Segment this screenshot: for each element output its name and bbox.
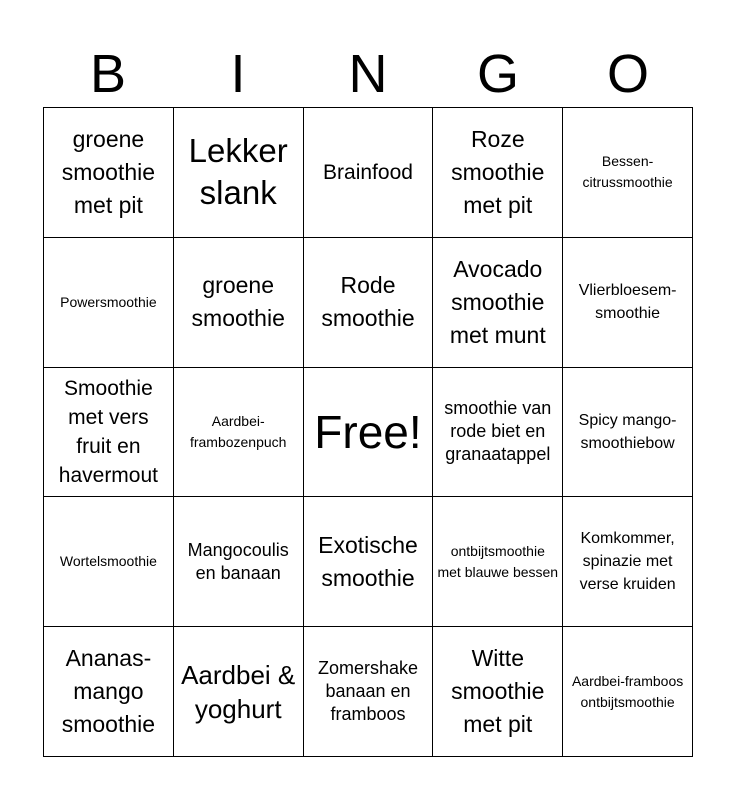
- bingo-cell: [304, 108, 434, 238]
- bingo-cell: [433, 368, 563, 498]
- bingo-cell: [433, 627, 563, 757]
- cell-text: ontbijtsmoothie met blauwe bessen: [437, 542, 559, 580]
- bingo-cell: [304, 368, 434, 498]
- header-letter-n: N: [348, 44, 388, 104]
- cell-text: Powersmoothie: [60, 293, 157, 310]
- bingo-cell: [174, 108, 304, 238]
- cell-text: Spicy mango-smoothiebow: [578, 411, 677, 452]
- bingo-cell: [44, 108, 174, 238]
- cell-text: Mangocoulis en banaan: [187, 539, 289, 583]
- cell-text: groene smoothie: [191, 272, 285, 332]
- cell-text: Rode smoothie: [321, 272, 415, 332]
- bingo-cell: [304, 238, 434, 368]
- cell-text: Vlierbloesem-smoothie: [578, 282, 677, 323]
- bingo-cell: [304, 497, 434, 627]
- bingo-cell: [563, 368, 693, 498]
- cell-text: Aardbei-frambozenpuch: [189, 412, 287, 450]
- cell-text: Witte smoothie met pit: [451, 645, 545, 738]
- bingo-cell: [174, 368, 304, 498]
- bingo-cell: [44, 368, 174, 498]
- bingo-cell: [433, 108, 563, 238]
- cell-text: Smoothie met vers fruit en havermout: [58, 376, 158, 487]
- bingo-header: [43, 40, 693, 108]
- header-letter-i: I: [230, 44, 246, 104]
- free-space-text: Free!: [314, 405, 422, 458]
- bingo-cell: [563, 497, 693, 627]
- cell-text: Bessen-citrussmoothie: [582, 153, 673, 191]
- bingo-cell: [433, 497, 563, 627]
- cell-text: groene smoothie met pit: [61, 125, 156, 218]
- cell-text: Roze smoothie met pit: [451, 125, 545, 218]
- cell-text: Ananas-mango smoothie: [61, 645, 156, 738]
- cell-text: Avocado smoothie met munt: [449, 255, 546, 348]
- header-letter-g: G: [476, 44, 519, 104]
- cell-text: Brainfood: [323, 160, 413, 184]
- bingo-cell: [174, 497, 304, 627]
- bingo-cell: [44, 238, 174, 368]
- bingo-cell: [563, 627, 693, 757]
- cell-text: Aardbei & yoghurt: [181, 659, 296, 724]
- header-letter-b: B: [89, 44, 127, 104]
- bingo-cell: [44, 497, 174, 627]
- bingo-card-grid: [43, 107, 693, 757]
- bingo-cell: [174, 627, 304, 757]
- cell-text: Komkommer, spinazie met verse kruiden: [579, 530, 676, 594]
- cell-text: Aardbei-framboos ontbijtsmoothie: [571, 672, 684, 710]
- bingo-cell: [563, 108, 693, 238]
- cell-text: Lekker slank: [188, 132, 288, 212]
- bingo-cell: [44, 627, 174, 757]
- bingo-cell: [563, 238, 693, 368]
- bingo-cell: [433, 238, 563, 368]
- cell-text: smoothie van rode biet en granaatappel: [444, 398, 552, 465]
- cell-text: Zomershake banaan en framboos: [317, 658, 419, 725]
- bingo-cell: [304, 627, 434, 757]
- bingo-cell: [174, 238, 304, 368]
- header-letter-o: O: [606, 44, 649, 104]
- cell-text: Wortelsmoothie: [59, 553, 157, 570]
- cell-text: Exotische smoothie: [318, 531, 418, 591]
